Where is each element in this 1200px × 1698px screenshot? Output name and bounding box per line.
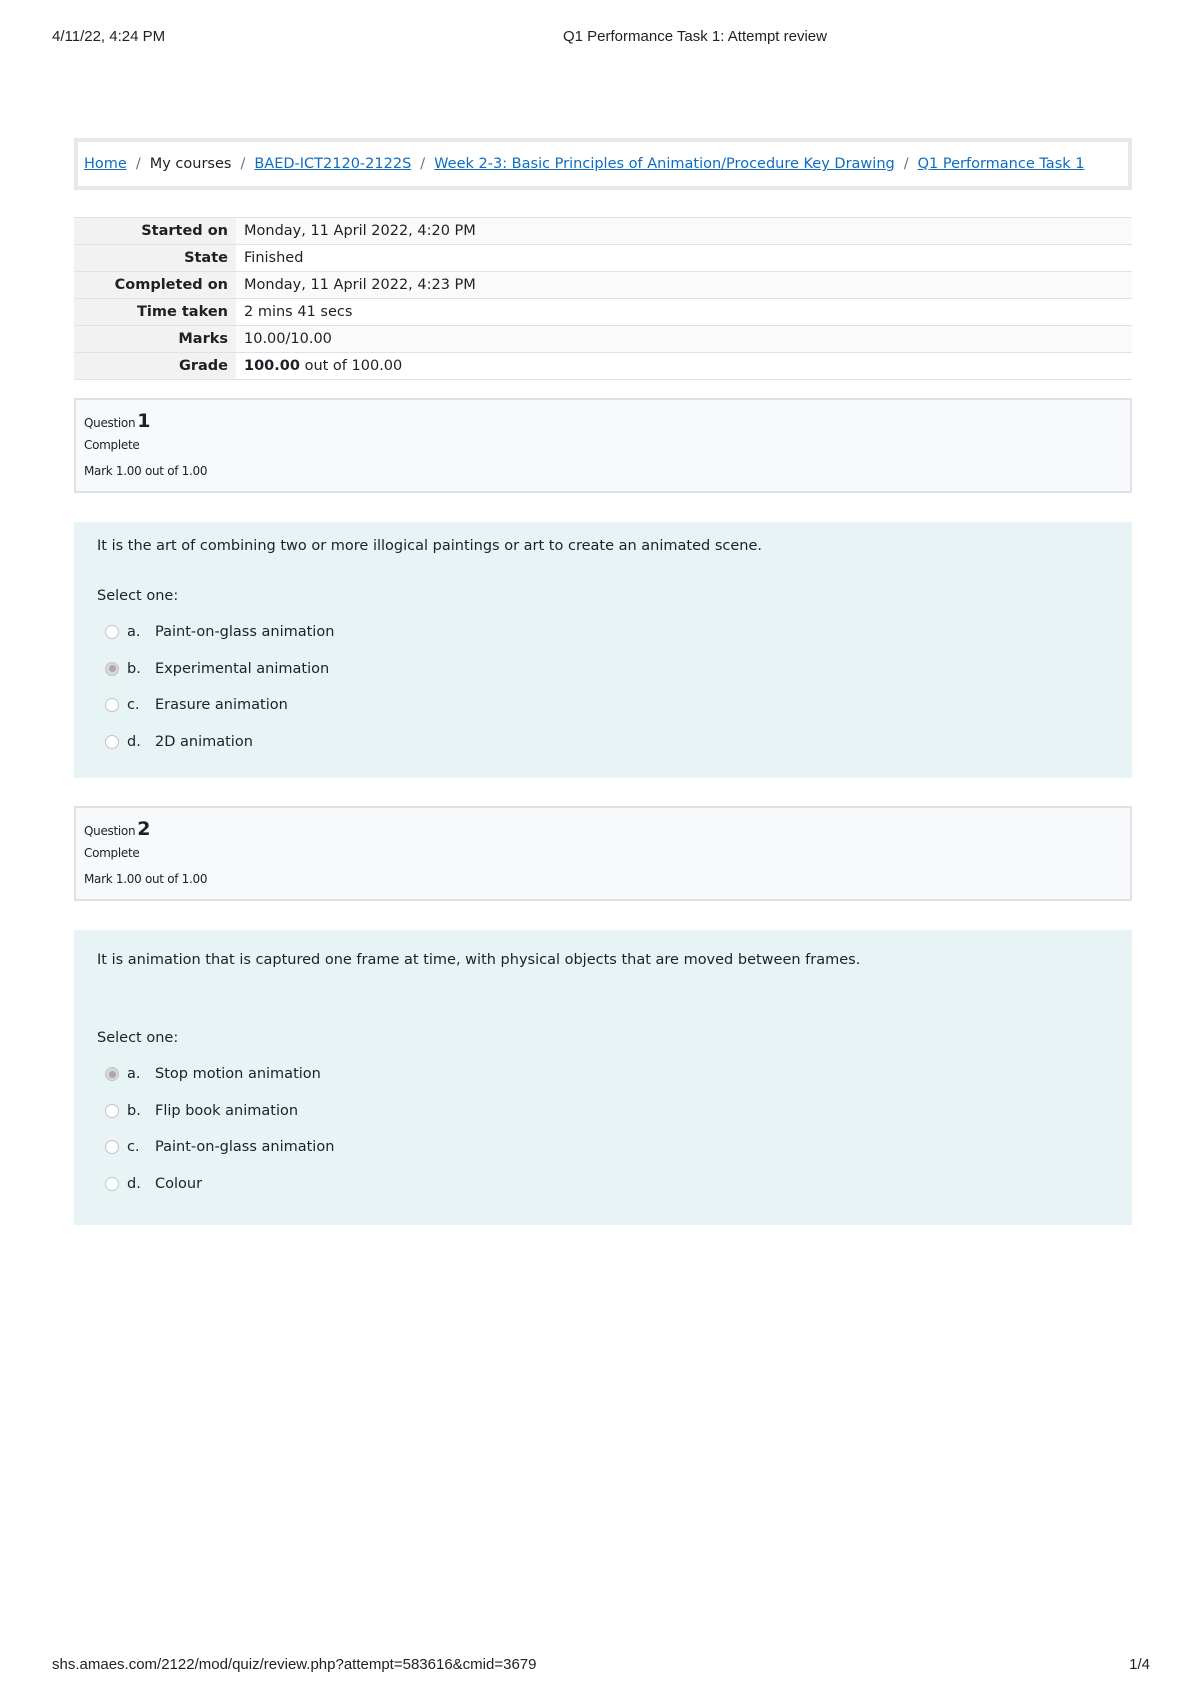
- summary-row-state: [74, 245, 1132, 272]
- radio-button[interactable]: [105, 1177, 119, 1191]
- attempt-summary-table: [74, 217, 1132, 380]
- summary-label: Grade: [74, 353, 236, 380]
- question-mark: Mark 1.00 out of 1.00: [84, 872, 208, 886]
- answer-letter: d.: [127, 1175, 141, 1192]
- print-page-title: Q1 Performance Task 1: Attempt review: [562, 28, 827, 45]
- answer-label: Erasure animation: [155, 697, 288, 714]
- answer-list: [97, 614, 1109, 760]
- question-number: [84, 818, 1122, 840]
- answer-option[interactable]: [97, 651, 1109, 688]
- print-page-number: 1/4: [1129, 1656, 1150, 1673]
- print-datetime: 4/11/22, 4:24 PM: [52, 28, 166, 45]
- answer-letter: b.: [127, 1102, 141, 1119]
- answer-label: Stop motion animation: [155, 1066, 321, 1083]
- answer-label: Paint-on-glass animation: [155, 624, 335, 641]
- question-number-value: 1: [137, 410, 151, 432]
- question-text: It is animation that is captured one frame at time, with physical objects that are moved between frames.: [97, 952, 861, 968]
- summary-label: Completed on: [74, 272, 236, 299]
- question-state: Complete: [84, 438, 140, 452]
- grade-score: 100.00: [244, 358, 300, 374]
- question-state: Complete: [84, 846, 140, 860]
- answer-label: Paint-on-glass animation: [155, 1139, 335, 1156]
- summary-value: 10.00/10.00: [236, 326, 1132, 353]
- question-prefix: Question: [84, 824, 136, 838]
- answer-option[interactable]: [97, 614, 1109, 651]
- breadcrumb-home-link[interactable]: Home: [84, 156, 127, 172]
- question-number: [84, 410, 1122, 432]
- breadcrumb-course-link[interactable]: BAED-ICT2120-2122S: [254, 156, 412, 172]
- summary-row-time-taken: [74, 299, 1132, 326]
- radio-button[interactable]: [105, 735, 119, 749]
- breadcrumb-separator: /: [420, 156, 426, 172]
- grade-out-of: out of 100.00: [304, 358, 403, 374]
- answer-option[interactable]: [97, 1166, 1109, 1203]
- answer-label: 2D animation: [155, 733, 253, 750]
- main-content: [74, 138, 1132, 1225]
- select-one-prompt: Select one:: [97, 588, 179, 604]
- breadcrumb-separator: /: [135, 156, 141, 172]
- summary-row-started-on: [74, 218, 1132, 245]
- radio-button-selected[interactable]: [105, 1067, 119, 1081]
- question-content-1: [74, 522, 1132, 778]
- summary-value: 2 mins 41 secs: [236, 299, 1132, 326]
- answer-letter: b.: [127, 660, 141, 677]
- question-mark: Mark 1.00 out of 1.00: [84, 464, 208, 478]
- summary-label: State: [74, 245, 236, 272]
- answer-option[interactable]: [97, 1093, 1109, 1130]
- print-header: [0, 28, 1200, 50]
- answer-option[interactable]: [97, 724, 1109, 761]
- summary-row-grade: [74, 353, 1132, 380]
- breadcrumb: [74, 138, 1132, 190]
- answer-letter: d.: [127, 733, 141, 750]
- answer-letter: a.: [127, 1066, 141, 1083]
- breadcrumb-separator: /: [903, 156, 909, 172]
- answer-list: [97, 1056, 1109, 1202]
- question-prefix: Question: [84, 416, 136, 430]
- answer-option[interactable]: [97, 687, 1109, 724]
- answer-letter: c.: [127, 697, 140, 714]
- summary-label: Marks: [74, 326, 236, 353]
- answer-letter: a.: [127, 624, 141, 641]
- print-footer: [0, 1656, 1200, 1678]
- breadcrumb-my-courses: My courses: [149, 156, 232, 172]
- radio-button[interactable]: [105, 1140, 119, 1154]
- summary-row-completed-on: [74, 272, 1132, 299]
- question-content-2: [74, 930, 1132, 1225]
- summary-value: Finished: [236, 245, 1132, 272]
- radio-button[interactable]: [105, 625, 119, 639]
- answer-option[interactable]: [97, 1129, 1109, 1166]
- summary-value: Monday, 11 April 2022, 4:23 PM: [236, 272, 1132, 299]
- summary-label: Time taken: [74, 299, 236, 326]
- breadcrumb-week-link[interactable]: Week 2-3: Basic Principles of Animation/Procedure Key Drawing: [434, 156, 895, 172]
- summary-value: [236, 353, 1132, 380]
- answer-letter: c.: [127, 1139, 140, 1156]
- breadcrumb-quiz-link[interactable]: Q1 Performance Task 1: [917, 156, 1085, 172]
- question-text: It is the art of combining two or more illogical paintings or art to create an animated scene.: [97, 538, 762, 554]
- radio-button-selected[interactable]: [105, 662, 119, 676]
- breadcrumb-separator: /: [240, 156, 246, 172]
- answer-option[interactable]: [97, 1056, 1109, 1093]
- summary-value: Monday, 11 April 2022, 4:20 PM: [236, 218, 1132, 245]
- answer-label: Flip book animation: [155, 1102, 299, 1119]
- answer-label: Experimental animation: [155, 660, 330, 677]
- question-info-1: [74, 398, 1132, 493]
- summary-row-marks: [74, 326, 1132, 353]
- question-info-2: [74, 806, 1132, 901]
- answer-label: Colour: [155, 1175, 203, 1192]
- summary-label: Started on: [74, 218, 236, 245]
- radio-button[interactable]: [105, 698, 119, 712]
- question-number-value: 2: [137, 818, 151, 840]
- radio-button[interactable]: [105, 1104, 119, 1118]
- print-url: shs.amaes.com/2122/mod/quiz/review.php?attempt=583616&cmid=3679: [52, 1656, 537, 1673]
- select-one-prompt: Select one:: [97, 1030, 179, 1046]
